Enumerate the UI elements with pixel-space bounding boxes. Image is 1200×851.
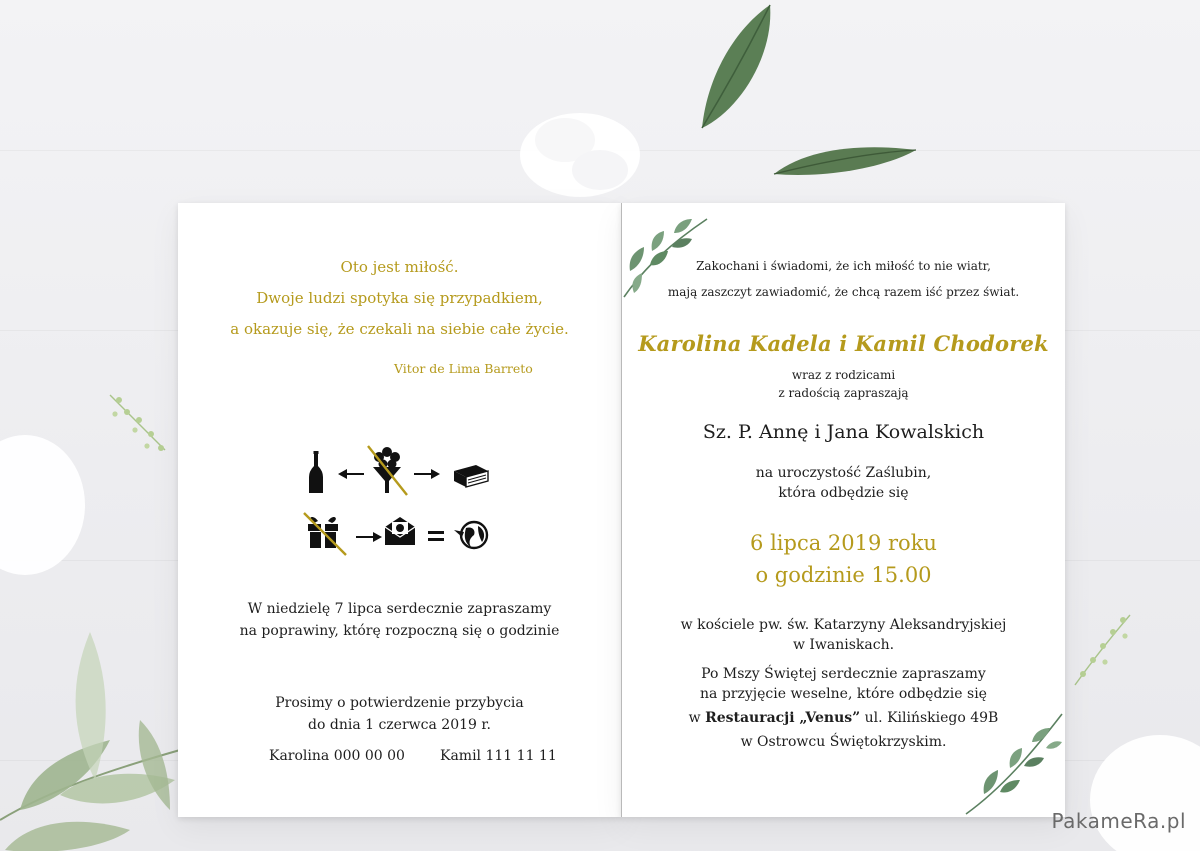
ceremony-line-2: która odbędzie się: [778, 485, 909, 501]
poprawiny-line-2: na poprawiny, którę rozpoczną się o godzinie: [239, 623, 560, 639]
olive-leaf-top: [690, 0, 790, 135]
contact-kamil: Kamil 111 11 11: [440, 748, 557, 764]
reception-line-2: na przyjęcie weselne, które odbędzie się: [700, 686, 987, 702]
parents-line-2: z radością zapraszają: [778, 386, 909, 400]
venue-line: [622, 710, 1065, 726]
couple-names: Karolina Kadela i Kamil Chodorek: [638, 331, 1049, 356]
wedding-date: 6 lipca 2019 roku: [750, 531, 937, 555]
quote-line-2: Dwoje ludzi spotyka się przypadkiem,: [256, 289, 543, 307]
arrow-right-icon: [414, 469, 440, 479]
rsvp-line-2: do dnia 1 czerwca 2019 r.: [308, 717, 491, 733]
quote-author: Vitor de Lima Barreto: [394, 361, 533, 376]
wedding-time: o godzinie 15.00: [755, 563, 932, 587]
seed-sprig-left: [105, 390, 175, 460]
envelope-money-icon: [385, 515, 415, 545]
book-icon: [452, 463, 490, 489]
invitation-right-page: [621, 203, 1065, 817]
rsvp-line-1: Prosimy o potwierdzenie przybycia: [275, 695, 524, 711]
reception-line-1: Po Mszy Świętej serdecznie zapraszamy: [701, 666, 986, 682]
olive-branch-bottom-left: [0, 620, 190, 851]
venue-name: Restauracji „Venus”: [705, 710, 861, 726]
bottle-icon: [308, 451, 324, 493]
venue-city: w Ostrowcu Świętokrzyskim.: [740, 734, 947, 750]
equals-icon: [428, 531, 444, 541]
white-flower-top: [510, 100, 650, 210]
guest-names: Sz. P. Annę i Jana Kowalskich: [702, 421, 985, 443]
intro-line-2: mają zaszczyt zawiadomić, że chcą razem iść przez świat.: [667, 285, 1020, 299]
olive-leaf-right: [770, 140, 920, 180]
arrow-left-icon: [338, 469, 364, 479]
church-line-2: w Iwaniskach.: [792, 637, 895, 653]
white-flower-left: [0, 430, 90, 580]
crossed-gift-icon: [302, 511, 348, 557]
quote-line-3: a okazuje się, że czekali na siebie całe życie.: [230, 320, 569, 338]
parents-line-1: wraz z rodzicami: [791, 368, 896, 382]
intro-line-1: Zakochani i świadomi, że ich miłość to nie wiatr,: [696, 259, 991, 273]
globe-icon: [454, 520, 490, 550]
crossed-flowers-icon: [365, 443, 409, 497]
arrow-right-icon-2: [356, 532, 382, 542]
contact-karolina: Karolina 000 00 00: [269, 748, 405, 764]
ceremony-line-1: na uroczystość Zaślubin,: [755, 465, 932, 481]
invitation-left-page: [178, 203, 621, 817]
church-line-1: w kościele pw. św. Katarzyny Aleksandryjskiej: [680, 617, 1007, 633]
poprawiny-line-1: W niedzielę 7 lipca serdecznie zapraszamy: [247, 601, 552, 617]
quote-line-1: Oto jest miłość.: [340, 258, 459, 276]
watermark-logo: PakameRa.pl: [1051, 809, 1186, 833]
seed-sprig-right: [1065, 610, 1135, 690]
venue-address: ul. Kilińskiego 49B: [860, 710, 999, 726]
venue-prefix: w: [688, 710, 706, 726]
